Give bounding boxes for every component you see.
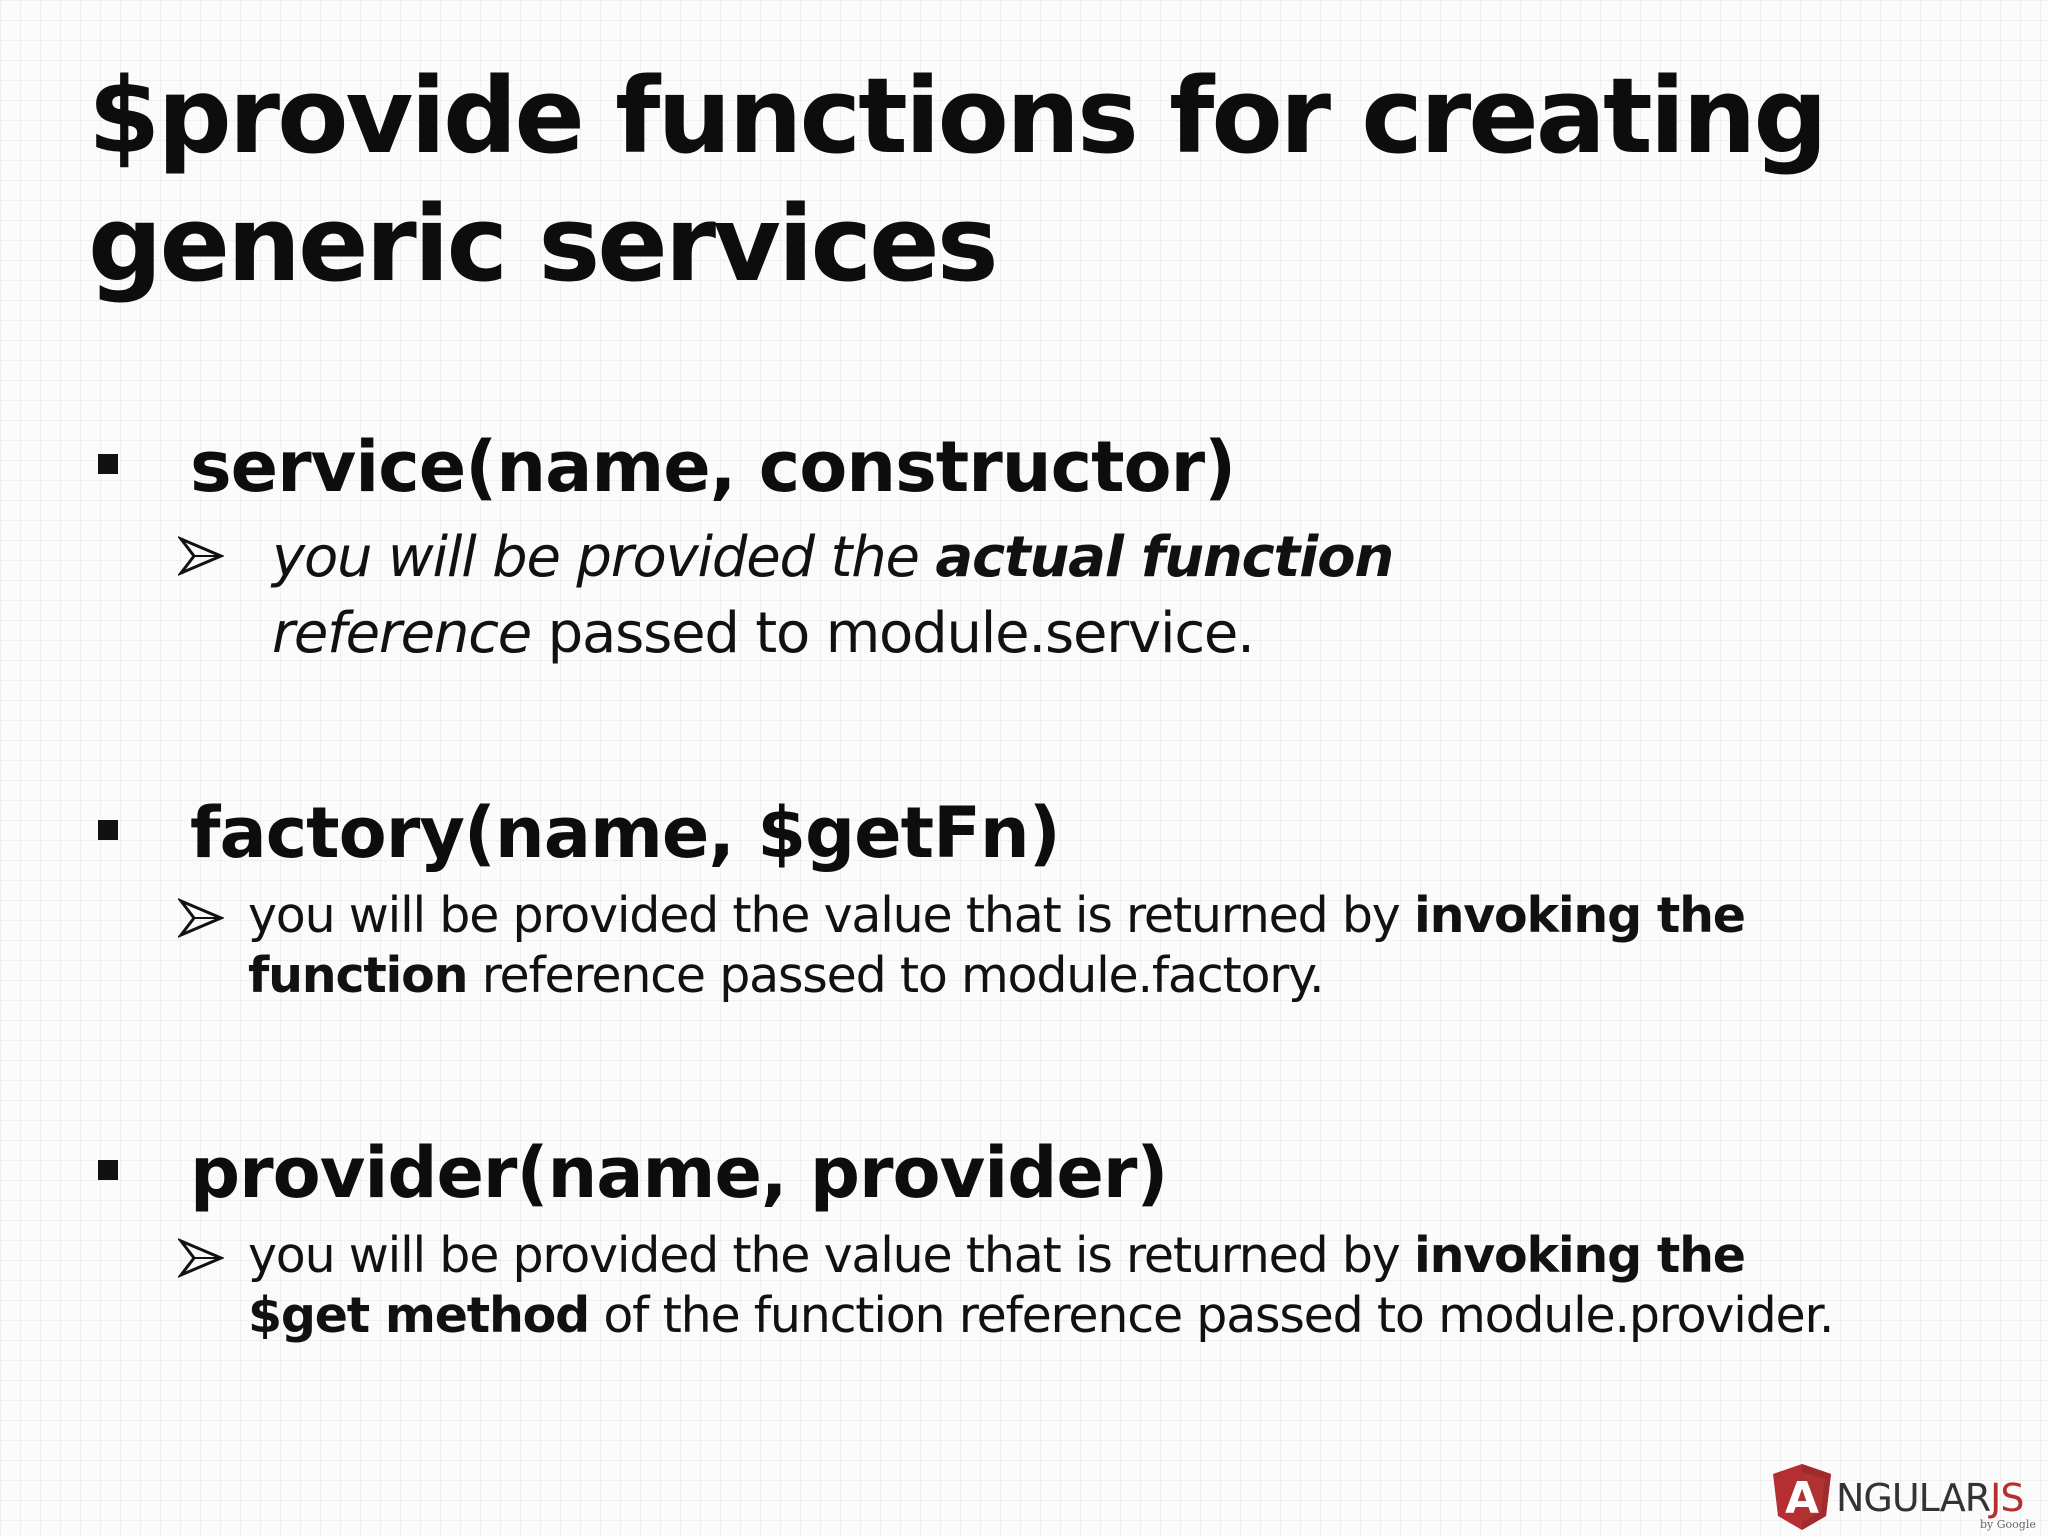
service-desc-italic: you will be provided the bbox=[272, 525, 936, 590]
angularjs-logo bbox=[1770, 1462, 2040, 1532]
bullet-item-provider bbox=[92, 1128, 1992, 1344]
logo-wordmark bbox=[1836, 1476, 2023, 1520]
logo-first-letter: A bbox=[1784, 1473, 1820, 1524]
arrowhead-bullet-icon bbox=[178, 898, 224, 938]
arrowhead-bullet-icon bbox=[178, 536, 224, 576]
bullet-heading-provider: provider(name, provider) bbox=[190, 1132, 1168, 1214]
service-desc-bold-italic: actual function bbox=[935, 525, 1394, 590]
bullet-item-factory bbox=[92, 788, 1992, 1004]
slide-title bbox=[88, 52, 1948, 308]
provider-description bbox=[248, 1226, 1998, 1346]
factory-desc-bold-2: function bbox=[248, 947, 468, 1004]
factory-desc-text: you will be provided the value that is returned by bbox=[248, 887, 1414, 944]
bullet-heading-service: service(name, constructor) bbox=[190, 426, 1236, 508]
logo-word-js: JS bbox=[1990, 1476, 2024, 1520]
factory-desc-bold: invoking the bbox=[1413, 887, 1745, 944]
square-bullet-icon bbox=[98, 820, 118, 840]
slide-title-line-2: generic services bbox=[88, 183, 996, 305]
service-desc-rest: passed to module.service. bbox=[531, 601, 1254, 666]
provider-desc-text: you will be provided the value that is returned by bbox=[248, 1227, 1414, 1284]
provider-desc-bold-2: $get method bbox=[248, 1287, 590, 1344]
provider-desc-bold: invoking the bbox=[1413, 1227, 1745, 1284]
logo-word-angular: NGULAR bbox=[1836, 1476, 1991, 1520]
angularjs-shield-icon bbox=[1770, 1462, 1834, 1532]
logo-byline: by Google bbox=[1980, 1518, 2036, 1531]
factory-description bbox=[248, 886, 1998, 1006]
square-bullet-icon bbox=[98, 1160, 118, 1180]
bullet-item-service bbox=[92, 422, 1992, 666]
provider-desc-text-2: of the function reference passed to module.provider. bbox=[589, 1287, 1834, 1344]
slide-title-line-1: $provide functions for creating bbox=[88, 55, 1825, 177]
factory-desc-text-2: reference passed to module.factory. bbox=[467, 947, 1324, 1004]
bullet-heading-factory: factory(name, $getFn) bbox=[190, 792, 1060, 874]
arrowhead-bullet-icon bbox=[178, 1238, 224, 1278]
service-description bbox=[272, 520, 2022, 672]
square-bullet-icon bbox=[98, 454, 118, 474]
service-desc-italic-2: reference bbox=[272, 601, 532, 666]
